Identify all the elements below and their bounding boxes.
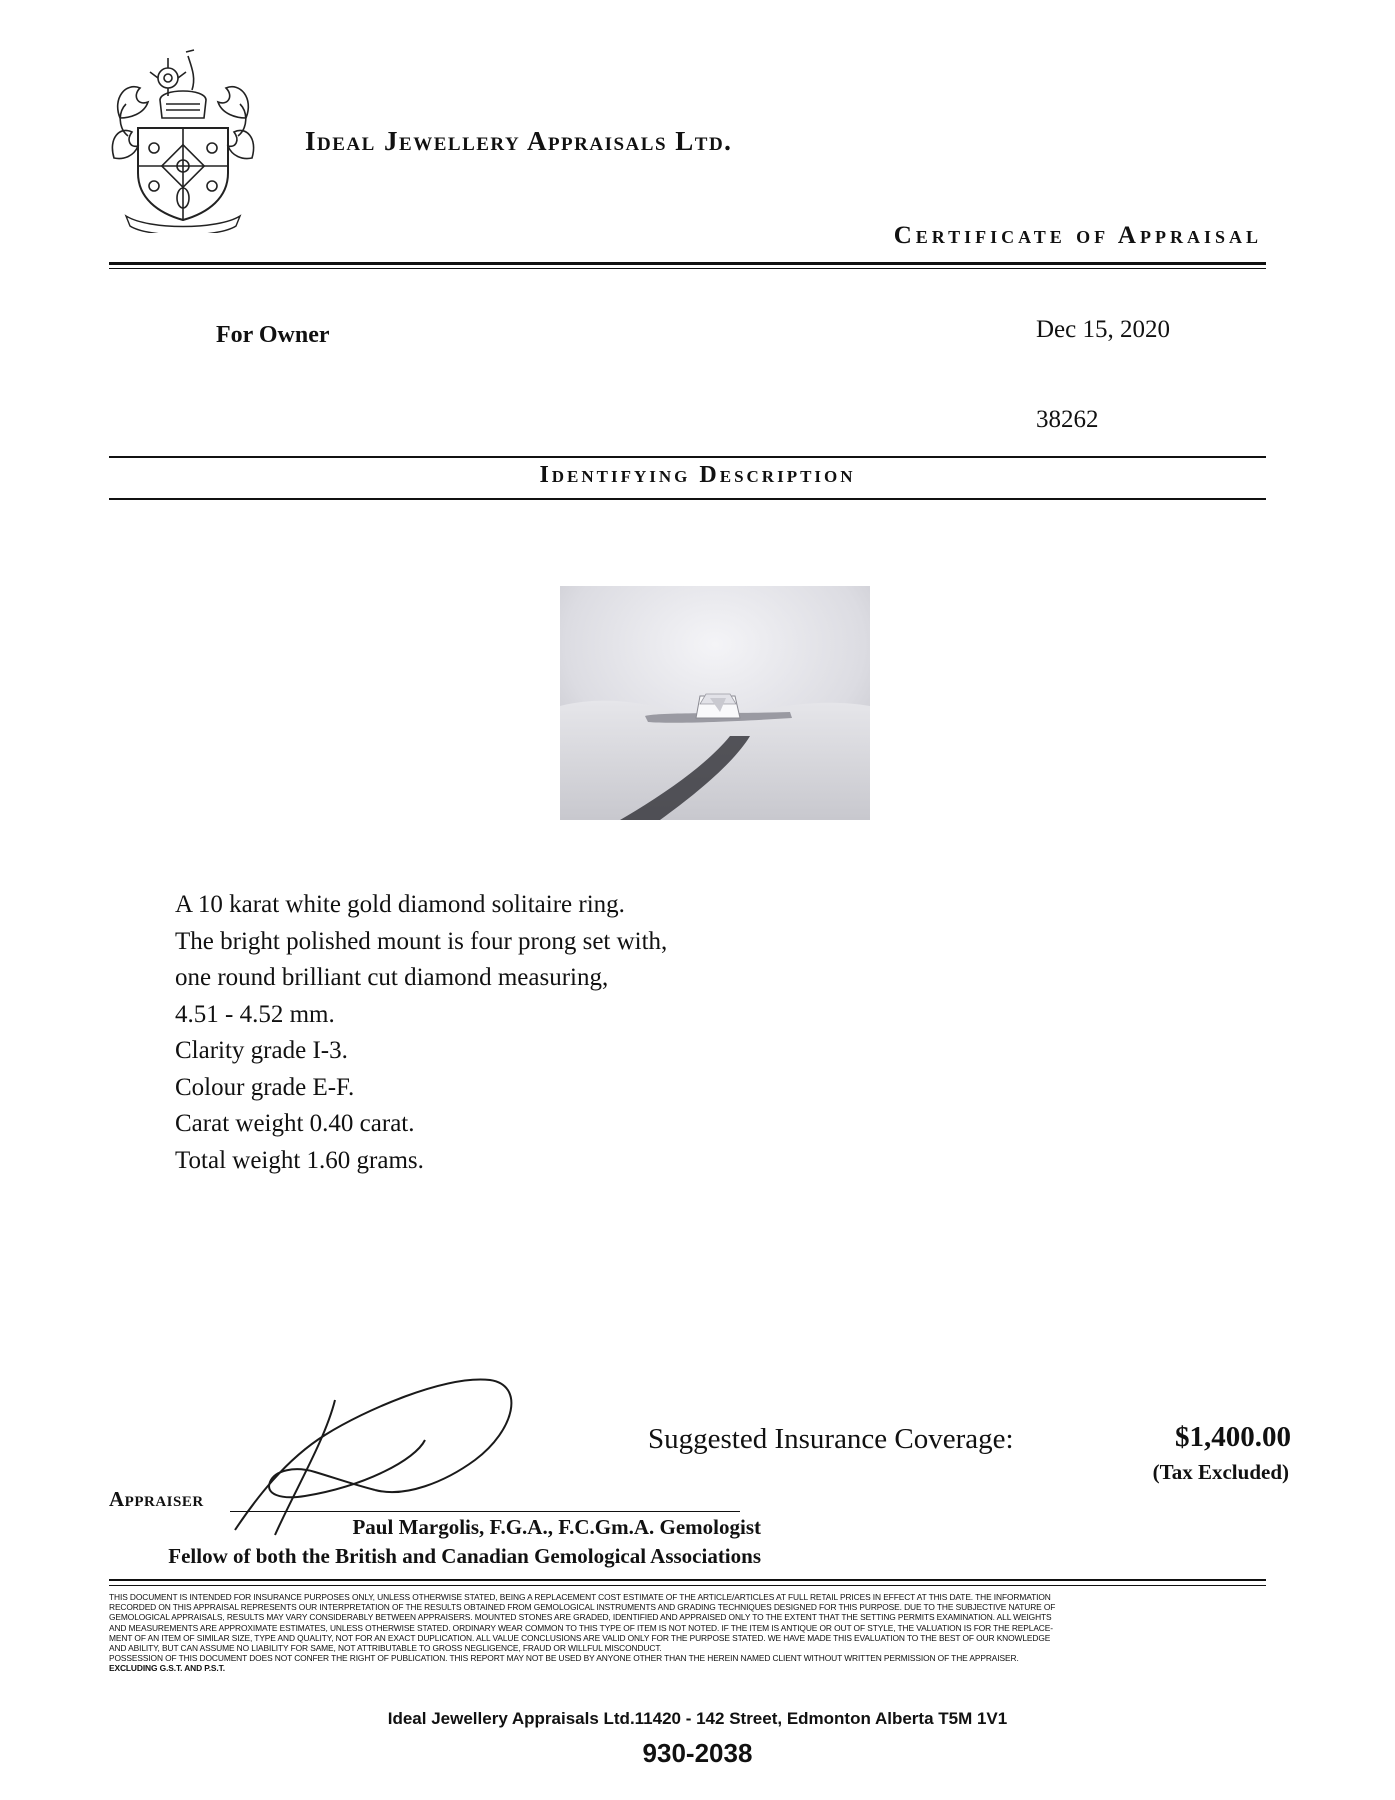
company-logo bbox=[108, 48, 258, 233]
disclaimer-line: POSSESSION OF THIS DOCUMENT DOES NOT CONFER THE RIGHT OF PUBLICATION. THIS REPORT MAY NOT BE USED BY ANYONE OTHER THAN THE HEREIN NAMED CLIENT WITHOUT WRITTEN PERMISSION OF THE APPRAISER. bbox=[109, 1653, 1019, 1664]
header-rule bbox=[109, 262, 1266, 265]
section-title: Identifying Description bbox=[539, 462, 856, 488]
disclaimer-line: AND MEASUREMENTS ARE APPROXIMATE ESTIMATES, UNLESS OTHERWISE STATED. ORDINARY WEAR COMMON TO THIS TYPE OF ITEM IS NOT NOTED. IF THE ITEM IS ANTIQUE OR OUT OF STYLE, THE VALUATION IS FOR THE REPLACE- bbox=[109, 1622, 1053, 1633]
description-line: Carat weight 0.40 carat. bbox=[175, 1110, 415, 1137]
signature-line bbox=[230, 1511, 740, 1512]
disclaimer-line: EXCLUDING G.S.T. AND P.S.T. bbox=[109, 1663, 225, 1674]
appraiser-label: Appraiser bbox=[109, 1487, 204, 1511]
document-title: Certificate of Appraisal bbox=[893, 222, 1262, 249]
item-description bbox=[175, 887, 875, 1179]
section-rule-top bbox=[109, 456, 1266, 458]
description-line: Colour grade E-F. bbox=[175, 1073, 355, 1101]
tax-note: (Tax Excluded) bbox=[1152, 1460, 1289, 1484]
insurance-amount: $1,400.00 bbox=[1175, 1421, 1291, 1453]
description-line: one round brilliant cut diamond measuring, bbox=[175, 964, 609, 991]
disclaimer-line: MENT OF AN ITEM OF SIMILAR SIZE, TYPE AND QUALITY, NOT FOR AN EXACT DUPLICATION. ALL VALUE CONCLUSIONS ARE VALID ONLY FOR THE PURPOSE STATED. WE HAVE MADE THIS EVALUATION TO THE BEST OF OUR KNOWLEDGE bbox=[109, 1632, 1051, 1643]
disclaimer-line: AND ABILITY, BUT CAN ASSUME NO LIABILITY FOR SAME, NOT ATTRIBUTABLE TO GROSS NEGLIGENCE, FRAUD OR WILLFUL MISCONDUCT. bbox=[109, 1643, 662, 1654]
company-name: Ideal Jewellery Appraisals Ltd. bbox=[305, 126, 733, 156]
disclaimer-line: RECORDED ON THIS APPRAISAL REPRESENTS OUR INTERPRETATION OF THE RESULTS OBTAINED FROM GEMOLOGICAL INSTRUMENTS AND GRADING TECHNIQUES DESIGNED FOR THIS PURPOSE. DUE TO THE SUBJECTIVE NATURE OF bbox=[109, 1602, 1056, 1613]
description-line: Clarity grade I-3. bbox=[175, 1037, 348, 1064]
ring-photo bbox=[560, 586, 870, 820]
description-line: The bright polished mount is four prong set with, bbox=[175, 927, 668, 955]
disclaimer-line: GEMOLOGICAL APPRAISALS, RESULTS MAY VARY CONSIDERABLY BETWEEN APPRAISERS. MOUNTED STONES ARE GRADED, IDENTIFIED AND APPRAISED ONLY TO THE EXTENT THAT THE SETTING PERMITS EXAMINATION. ALL WEIGHTS bbox=[109, 1612, 1052, 1623]
disclaimer bbox=[109, 1592, 1266, 1674]
section-rule-bottom bbox=[109, 498, 1266, 500]
disclaimer-rule-thin bbox=[109, 1585, 1266, 1586]
coat-of-arms-icon bbox=[108, 48, 258, 233]
description-line: A 10 karat white gold diamond solitaire ring. bbox=[175, 891, 625, 918]
appraisal-date: Dec 15, 2020 bbox=[1036, 316, 1170, 343]
reference-number: 38262 bbox=[1036, 406, 1099, 433]
appraiser-fellowship: Fellow of both the British and Canadian Gemological Associations bbox=[168, 1544, 761, 1568]
disclaimer-line: THIS DOCUMENT IS INTENDED FOR INSURANCE PURPOSES ONLY, UNLESS OTHERWISE STATED, BEING A REPLACEMENT COST ESTIMATE OF THE ARTICLE/ARTICLES AT FULL RETAIL PRICES IN EFFECT AT THIS DATE. THE INFORMATION bbox=[109, 1592, 1051, 1602]
footer-address: Ideal Jewellery Appraisals Ltd.11420 - 142 Street, Edmonton Alberta T5M 1V1 bbox=[387, 1709, 1008, 1728]
owner-label: For Owner bbox=[216, 322, 330, 348]
description-line: 4.51 - 4.52 mm. bbox=[175, 1000, 335, 1028]
appraiser-name: Paul Margolis, F.G.A., F.C.Gm.A. Gemologist bbox=[352, 1515, 761, 1539]
description-line: Total weight 1.60 grams. bbox=[175, 1146, 424, 1174]
footer-phone: 930-2038 bbox=[642, 1738, 753, 1768]
header-rule-thin bbox=[109, 268, 1266, 269]
diamond-ring-photo bbox=[560, 586, 870, 820]
insurance-coverage-label: Suggested Insurance Coverage: bbox=[648, 1423, 1014, 1455]
disclaimer-rule-top bbox=[109, 1579, 1266, 1581]
